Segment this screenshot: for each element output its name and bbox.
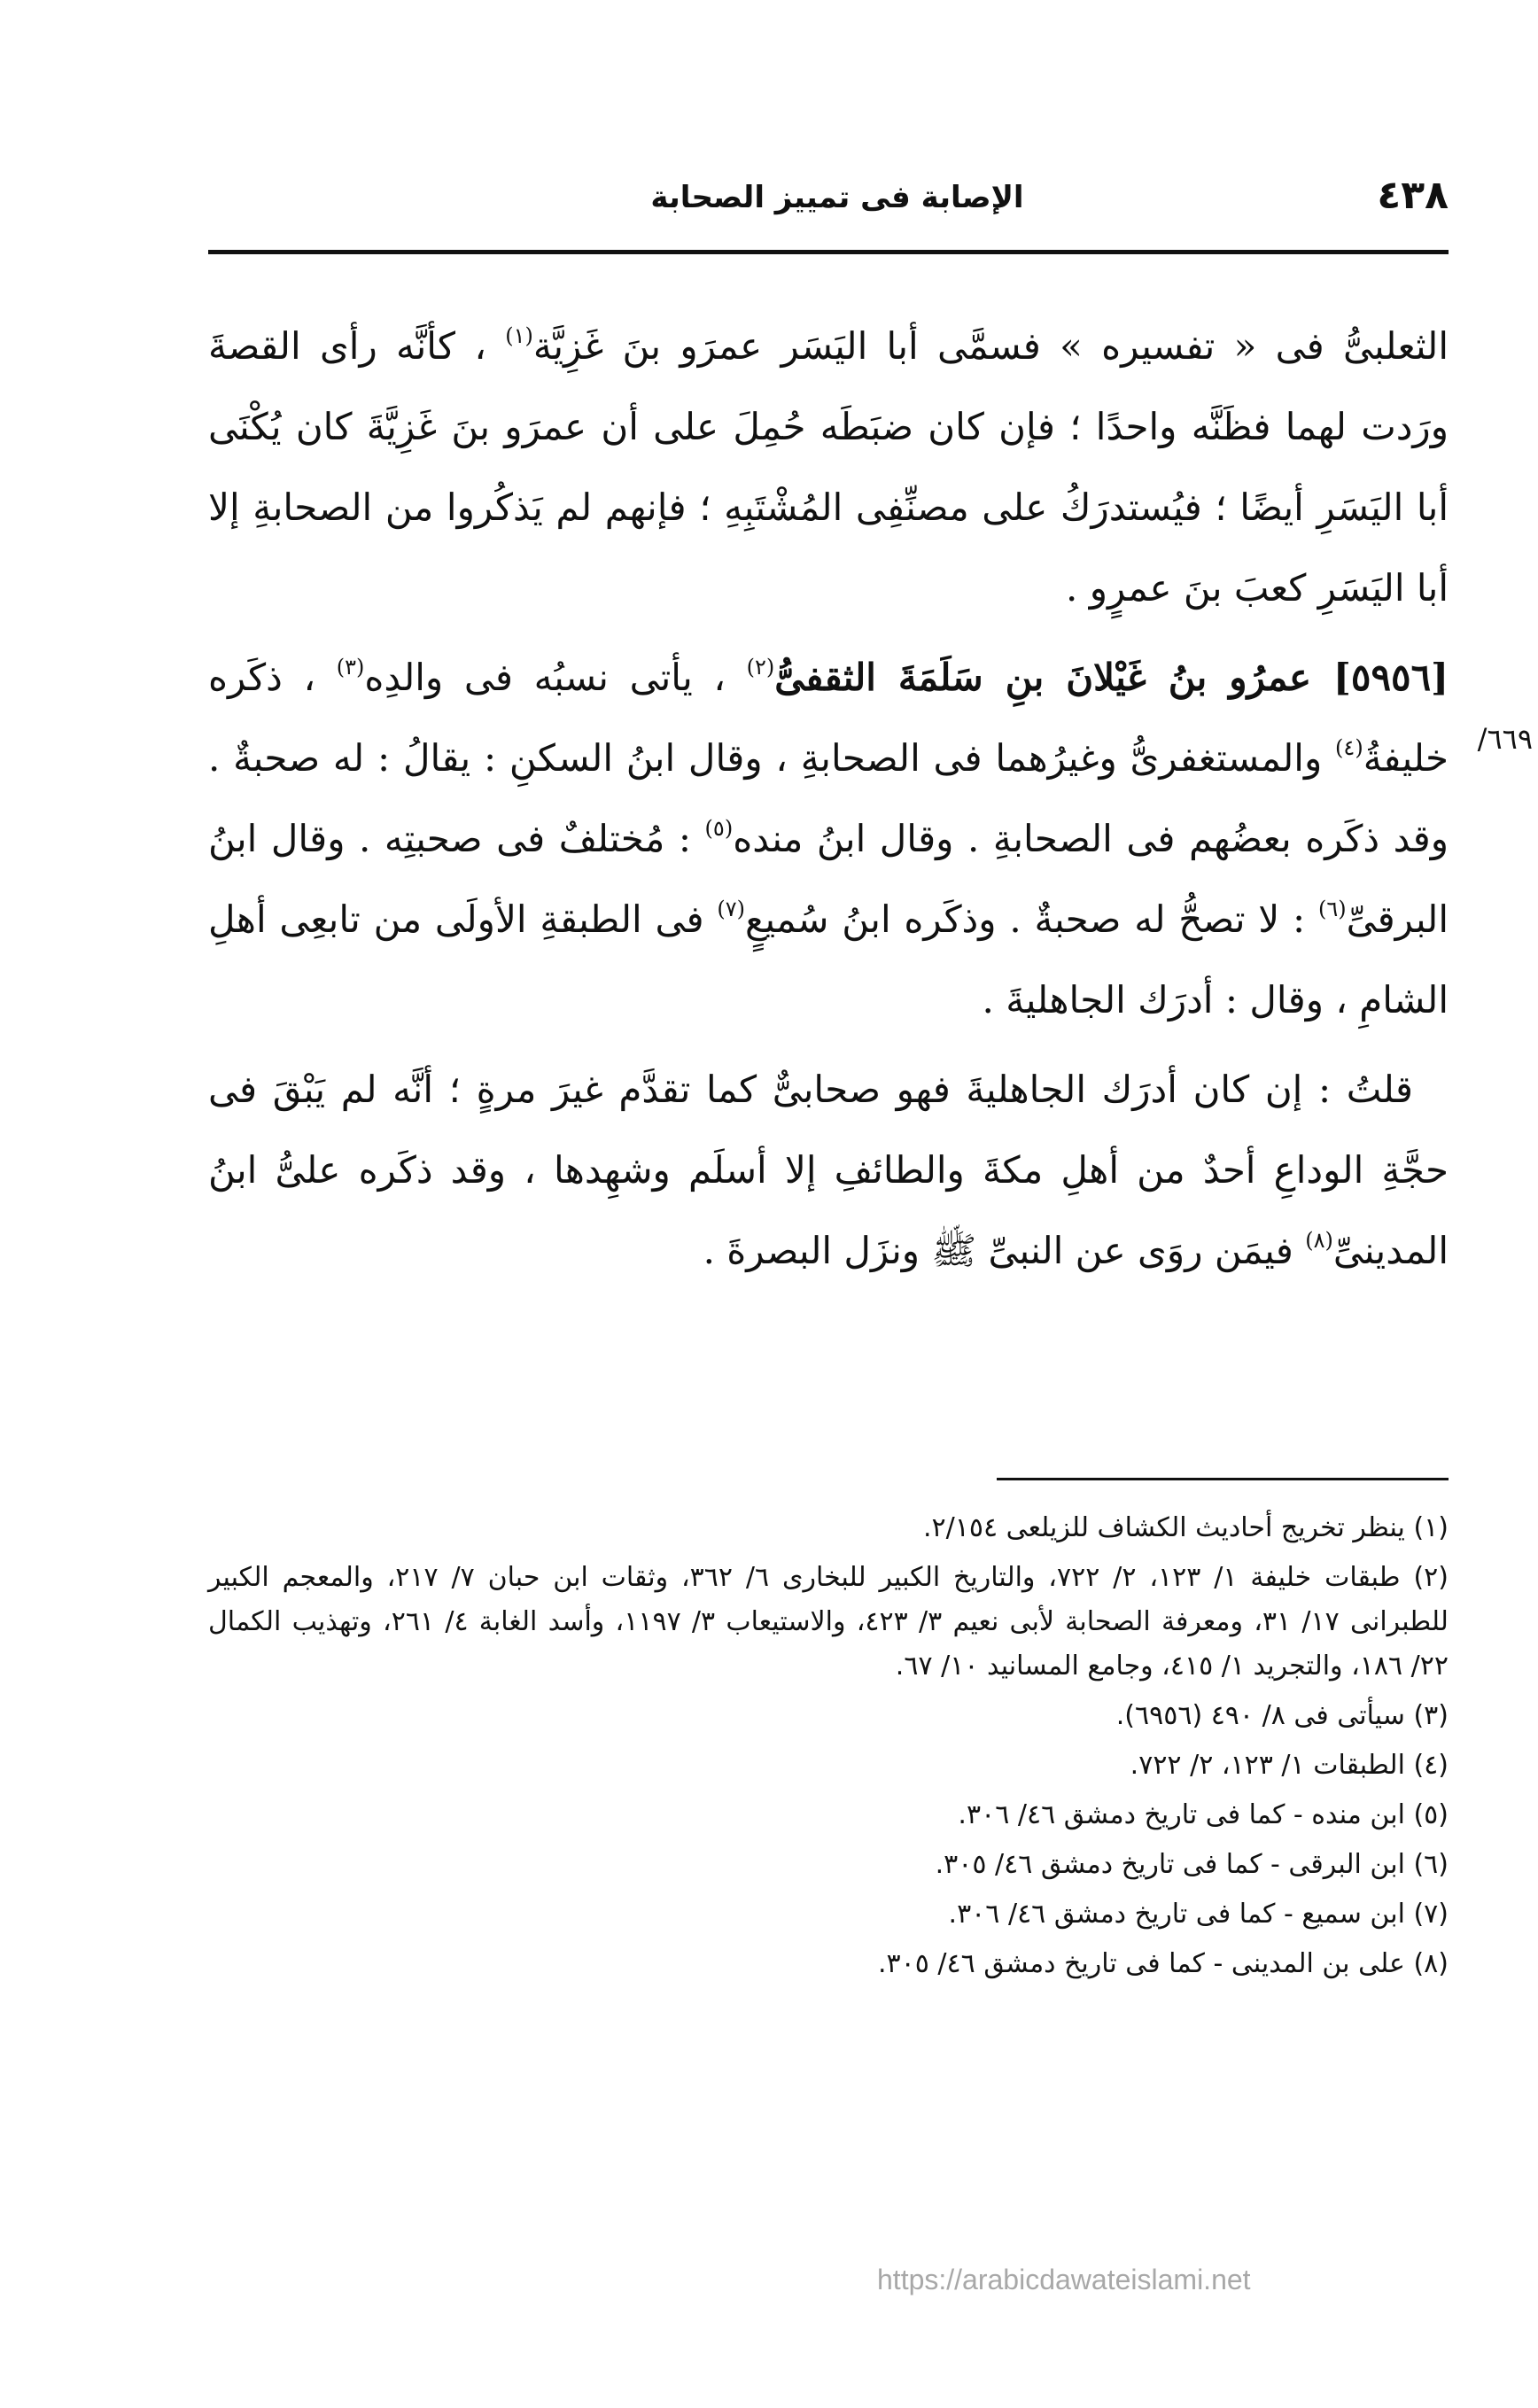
footnote-8: (٨) على بن المدينى - كما فى تاريخ دمشق ٤٦/ ٣٠٥.: [878, 1948, 1449, 1979]
text-span: والمستغفرىُّ وغيرُهما فى الصحابةِ ، وقال ابنُ السكنِ : يقالُ : له صحبةٌ . وقد ذكَره بعضُهم فى الصحابةِ . وقال ابنُ منده: [208, 736, 1449, 860]
header-divider: [208, 250, 1449, 254]
footnote-5: (٥) ابن منده - كما فى تاريخ دمشق ٤٦/ ٣٠٦.: [958, 1799, 1449, 1830]
footnote-4: (٤) الطبقات ١/ ١٢٣، ٢/ ٧٢٢.: [1130, 1750, 1449, 1781]
footnote-2: (٢) طبقات خليفة ١/ ١٢٣، ٢/ ٧٢٢، والتاريخ الكبير للبخارى ٦/ ٣٦٢، وثقات ابن حبان ٧/ ٢١٧، والمعجم الكبير للطبرانى ١٧/ ٣١، ومعرفة الصحابة لأبى نعيم ٣/ ٤٢٣، والاستيعاب ٣/ ١١٩٧، وأسد الغابة ٤/ ٢٦١، وتهذيب الكمال ٢٢/ ١٨٦، والتجريد ١/ ٤١٥، وجامع المسانيد ١٠/ ٦٧.: [208, 1562, 1449, 1682]
footnote-marker-5: (٥): [704, 816, 734, 841]
footnote-marker-7: (٧): [717, 897, 745, 921]
text-span: فيمَن روَى عن النبىِّ ﷺ ونزَل البصرةَ .: [703, 1229, 1306, 1272]
text-span: : لا تصحُّ له صحبةٌ . وذكَره ابنُ سُميعٍ: [745, 897, 1318, 941]
footnote-7: (٧) ابن سميع - كما فى تاريخ دمشق ٤٦/ ٣٠٦.: [948, 1899, 1449, 1930]
text-span: ، يأتى نسبُه فى والدِه: [364, 656, 747, 699]
entry-heading: [٥٩٥٦] عمرُو بنُ غَيْلانَ بنِ سَلَمَةَ الثقفىُّ: [774, 656, 1449, 699]
footnotes: [208, 1506, 1449, 1992]
paragraph-1: [208, 306, 1449, 628]
page-header: [208, 173, 1449, 235]
book-title: الإصابة فى تمييز الصحابة: [650, 180, 1024, 215]
main-text: [208, 306, 1449, 1291]
watermark-url: https://arabicdawateislami.net: [877, 2264, 1251, 2295]
footnote-6: (٦) ابن البرقى - كما فى تاريخ دمشق ٤٦/ ٣٠٥.: [935, 1849, 1449, 1880]
page-number: ٤٣٨: [1377, 173, 1449, 218]
footnote-divider: [997, 1478, 1449, 1480]
footnote-marker-1: (١): [505, 323, 533, 348]
footnote-marker-6: (٦): [1317, 897, 1347, 921]
text-span: ، ذكَره خليفةُ: [208, 656, 1449, 780]
text-span: فى الطبقةِ الأولَى من تابعِى أهلِ الشامِ ، وقال : أدرَك الجاهليةَ .: [208, 897, 1449, 1021]
margin-page-reference: ٦٦٩/: [1477, 722, 1533, 756]
footnote-marker-2: (٢): [746, 655, 775, 680]
entry-5956: [208, 637, 1449, 1040]
footnote-marker-4: (٤): [1335, 735, 1363, 760]
text-span: ، كأنَّه رأى القصةَ ورَدت لهما فظَنَّه واحدًا ؛ فإن كان ضبَطَه حُمِلَ على أن عمرَو بنَ غَزِيَّةَ كان يُكْنَى أبا اليَسَرِ أيضًا ؛ فيُستدرَكُ على مصنِّفِى المُشْتَبِهِ ؛ فإنهم لم يَذكُروا من الصحابةِ إلا أبا اليَسَرِ كعبَ بنَ عمرٍو .: [208, 324, 1449, 610]
text-span: : مُختلفٌ فى صحبتِه . وقال ابنُ البرقىِّ: [208, 817, 1449, 941]
footnote-marker-3: (٣): [336, 655, 365, 680]
text-span: قلتُ : إن كان أدرَك الجاهليةَ فهو صحابىٌّ كما تقدَّم غيرَ مرةٍ ؛ أنَّه لم يَبْقَ فى حجَّةِ الوداعِ أحدٌ من أهلِ مكةَ والطائفِ إلا أسلَم وشهِدها ، وقد ذكَره علىُّ ابنُ المدينىِّ: [208, 1068, 1449, 1272]
footnote-marker-8: (٨): [1305, 1228, 1333, 1253]
footnote-1: (١) ينظر تخريج أحاديث الكشاف للزيلعى ٢/١٥٤.: [922, 1512, 1449, 1543]
paragraph-3: [208, 1049, 1449, 1291]
text-span: الثعلبىُّ فى « تفسيره » فسمَّى أبا اليَسَر عمرَو بنَ غَزِيَّة: [532, 324, 1449, 368]
footnote-3: (٣) سيأتى فى ٨/ ٤٩٠ (٦٩٥٦).: [1115, 1700, 1449, 1731]
